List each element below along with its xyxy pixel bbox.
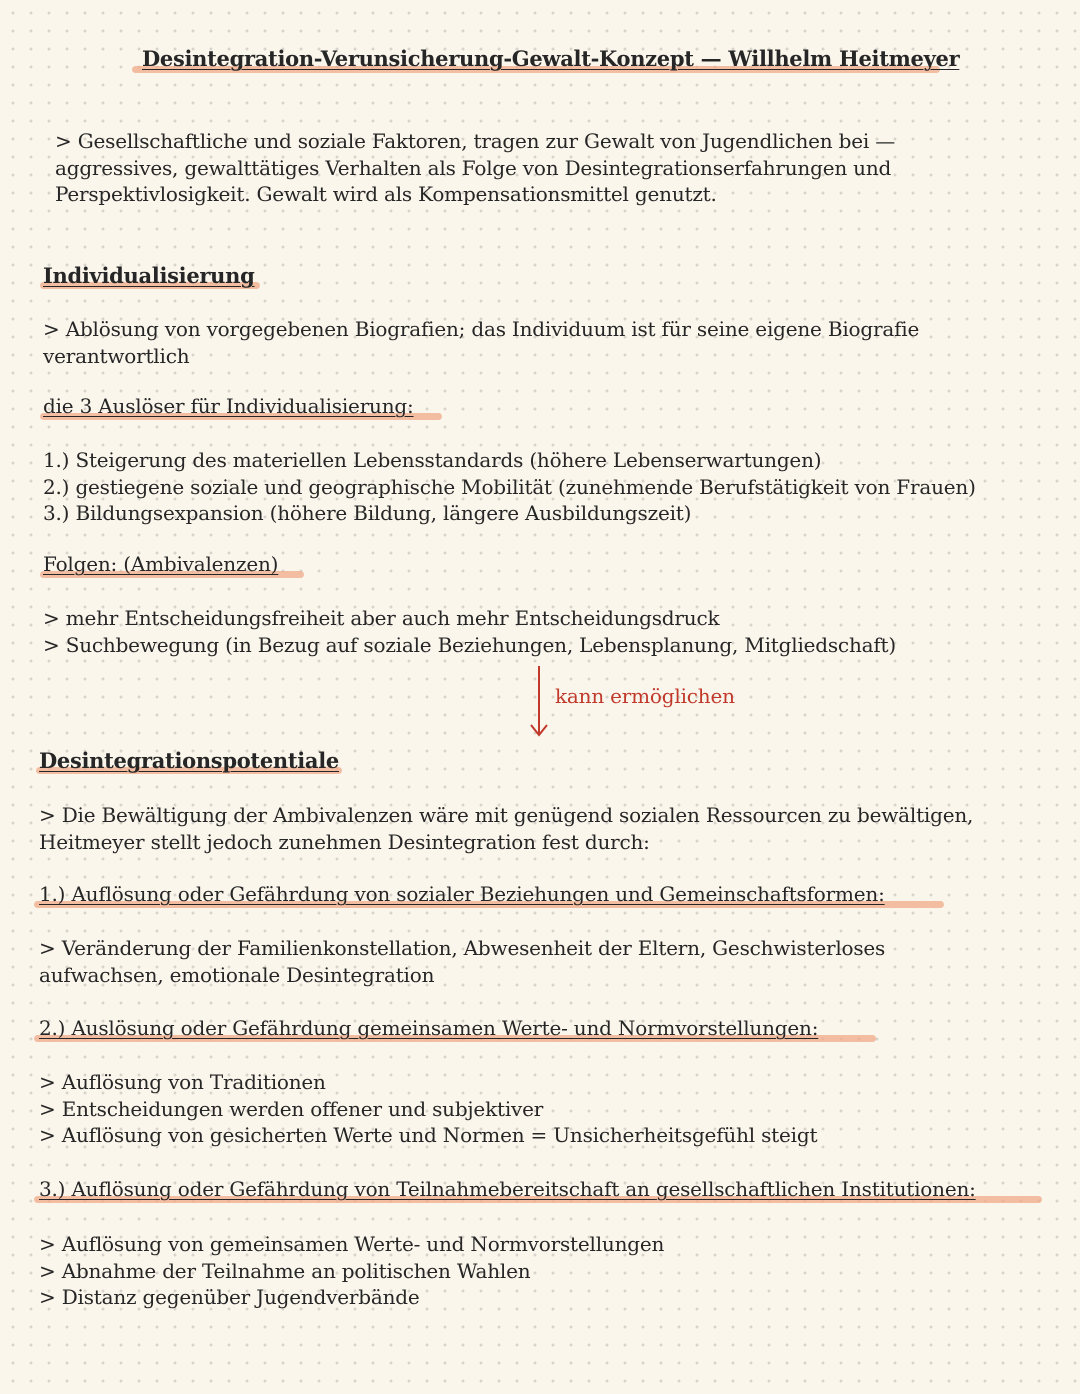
desintegration-intro bbox=[39, 802, 973, 855]
intro-line: > Die Bewältigung der Ambivalenzen wäre mit genügend sozialen Ressourcen zu bewältigen, bbox=[39, 803, 974, 827]
list-item: 3.) Bildungsexpansion (höhere Bildung, längere Ausbildungszeit) bbox=[43, 501, 692, 525]
folgen-heading: Folgen: (Ambivalenzen) bbox=[43, 552, 279, 576]
list-item: > Auflösung von gesicherten Werte und Normen = Unsicherheitsgefühl steigt bbox=[39, 1123, 818, 1147]
list-item: 2.) gestiegene soziale und geographische Mobilität (zunehmende Berufstätigkeit von Frauen) bbox=[43, 474, 976, 499]
point-line: > Veränderung der Familienkonstellation, Abwesenheit der Eltern, Geschwisterloses bbox=[39, 936, 886, 960]
point1-text bbox=[39, 935, 885, 988]
intro-line: Perspektivlosigkeit. Gewalt wird als Kompensationsmittel genutzt. bbox=[55, 182, 717, 206]
list-item: > mehr Entscheidungsfreiheit aber auch mehr Entscheidungsdruck bbox=[43, 606, 720, 630]
definition-line: > Ablösung von vorgegebenen Biografien; das Individuum ist für seine eigene Biografie bbox=[43, 317, 920, 341]
ausloeser-list bbox=[43, 447, 976, 527]
point3-list bbox=[39, 1231, 664, 1311]
point-line: aufwachsen, emotionale Desintegration bbox=[39, 962, 435, 987]
point3-heading: 3.) Auflösung oder Gefährdung von Teilnahmebereitschaft an gesellschaftlichen Institutionen: bbox=[39, 1177, 976, 1201]
intro-paragraph bbox=[55, 128, 895, 208]
list-item: > Suchbewegung (in Bezug auf soziale Beziehungen, Lebensplanung, Mitgliedschaft) bbox=[43, 632, 896, 657]
intro-line: Heitmeyer stellt jedoch zunehmen Desintegration fest durch: bbox=[39, 829, 650, 854]
point2-heading: 2.) Auslösung oder Gefährdung gemeinsamen Werte- und Normvorstellungen: bbox=[39, 1016, 819, 1040]
list-item: > Auflösung von Traditionen bbox=[39, 1070, 326, 1094]
intro-line: > Gesellschaftliche und soziale Faktoren, tragen zur Gewalt von Jugendlichen bei — bbox=[55, 129, 896, 153]
down-arrow-icon bbox=[528, 664, 550, 740]
intro-line: aggressives, gewalttätiges Verhalten als Folge von Desintegrationserfahrungen und bbox=[55, 155, 892, 180]
list-item: 1.) Steigerung des materiellen Lebensstandards (höhere Lebenserwartungen) bbox=[43, 448, 822, 472]
section-heading-desintegration: Desintegrationspotentiale bbox=[39, 748, 339, 773]
folgen-list bbox=[43, 605, 896, 658]
point2-list bbox=[39, 1069, 817, 1149]
individualisierung-definition bbox=[43, 316, 919, 369]
list-item: > Distanz gegenüber Jugendverbände bbox=[39, 1285, 420, 1309]
list-item: > Auflösung von gemeinsamen Werte- und Normvorstellungen bbox=[39, 1232, 665, 1256]
list-item: > Entscheidungen werden offener und subjektiver bbox=[39, 1096, 544, 1121]
page-title: Desintegration-Verunsicherung-Gewalt-Konzept — Willhelm Heitmeyer bbox=[142, 46, 960, 71]
point1-heading: 1.) Auflösung oder Gefährdung von sozialer Beziehungen und Gemeinschaftsformen: bbox=[39, 882, 885, 906]
list-item: > Abnahme der Teilnahme an politischen Wahlen bbox=[39, 1258, 531, 1283]
ausloeser-heading: die 3 Auslöser für Individualisierung: bbox=[43, 394, 414, 418]
arrow-note: kann ermöglichen bbox=[555, 684, 735, 708]
definition-line: verantwortlich bbox=[43, 343, 190, 368]
section-heading-individualisierung: Individualisierung bbox=[43, 263, 255, 288]
